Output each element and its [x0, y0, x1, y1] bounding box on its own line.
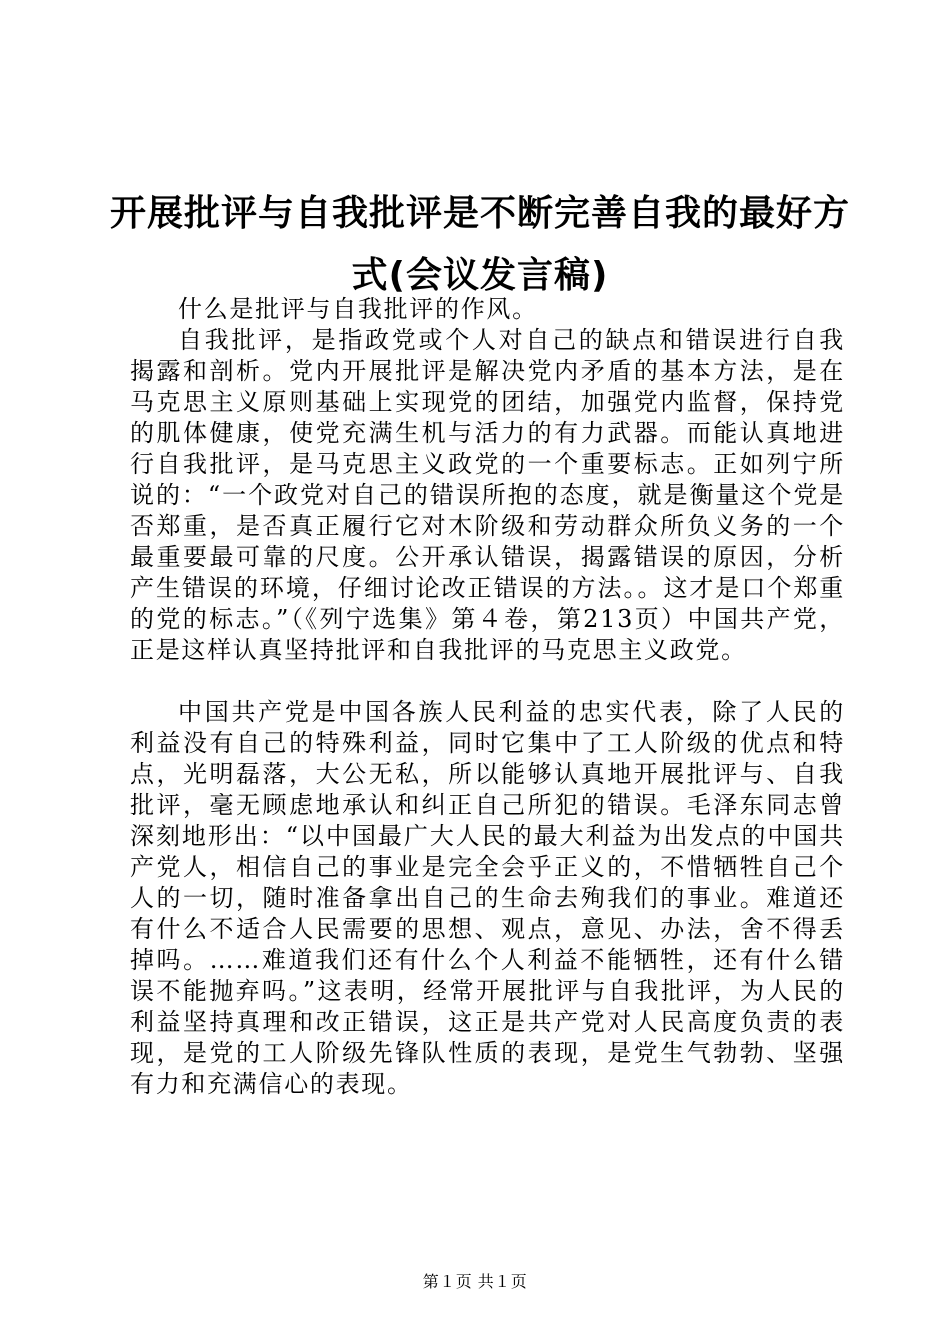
paragraph-self-criticism: 自我批评，是指政党或个人对自己的缺点和错误进行自我揭露和剖析。党内开展批评是解决党内矛盾的基本方法，是在马克思主义原则基础上实现党的团结，加强党内监督，保持党的肌体健康，使党充满生机与活力的有力武器。而能认真地进行自我批评，是马克思主义政党的一个重要标志。正如列宁所说的：“一个政党对自己的错误所抱的态度，就是衡量这个党是否郑重，是否真正履行它对木阶级和劳动群众所负义务的一个最重要最可靠的尺度。公开承认错误，揭露错误的原因，分析产生错误的环境，仔细讨论改正错误的方法。。这才是口个郑重的党的标志。”（《列宁选集》第４卷，第213页）中国共产党，正是这样认真坚持批评和自我批评的马克思主义政党。 — [130, 326, 845, 664]
document-title: 开展批评与自我批评是不断完善自我的最好方式(会议发言稿) — [109, 193, 850, 296]
document-body — [130, 294, 845, 1100]
page-number-footer: 第１页 共１页 — [422, 1272, 528, 1291]
paragraph-cpc: 中国共产党是中国各族人民利益的忠实代表，除了人民的利益没有自己的特殊利益，同时它集中了工人阶级的优点和特点，光明磊落，大公无私，所以能够认真地开展批评与、自我批评，毫无顾虑地承认和纠正自己所犯的错误。毛泽东同志曾深刻地形出：“以中国最广大人民的最大利益为出发点的中国共产党人，相信自己的事业是完全会乎正义的，不惜牺牲自己个人的一切，随时准备拿出自己的生命去殉我们的事业。难道还有什么不适合人民需要的思想、观点，意见、办法，舍不得丢掉吗。……难道我们还有什么个人利益不能牺牲，还有什么错误不能抛弃吗。”这表明，经常开展批评与自我批评，为人民的利益坚持真理和改正错误，这正是共产党对人民高度负责的表现，是党的工人阶级先锋队性质的表现，是党生气勃勃、坚强有力和充满信心的表现。 — [130, 698, 845, 1098]
paragraph-intro: 什么是批评与自我批评的作风。 — [178, 295, 538, 323]
